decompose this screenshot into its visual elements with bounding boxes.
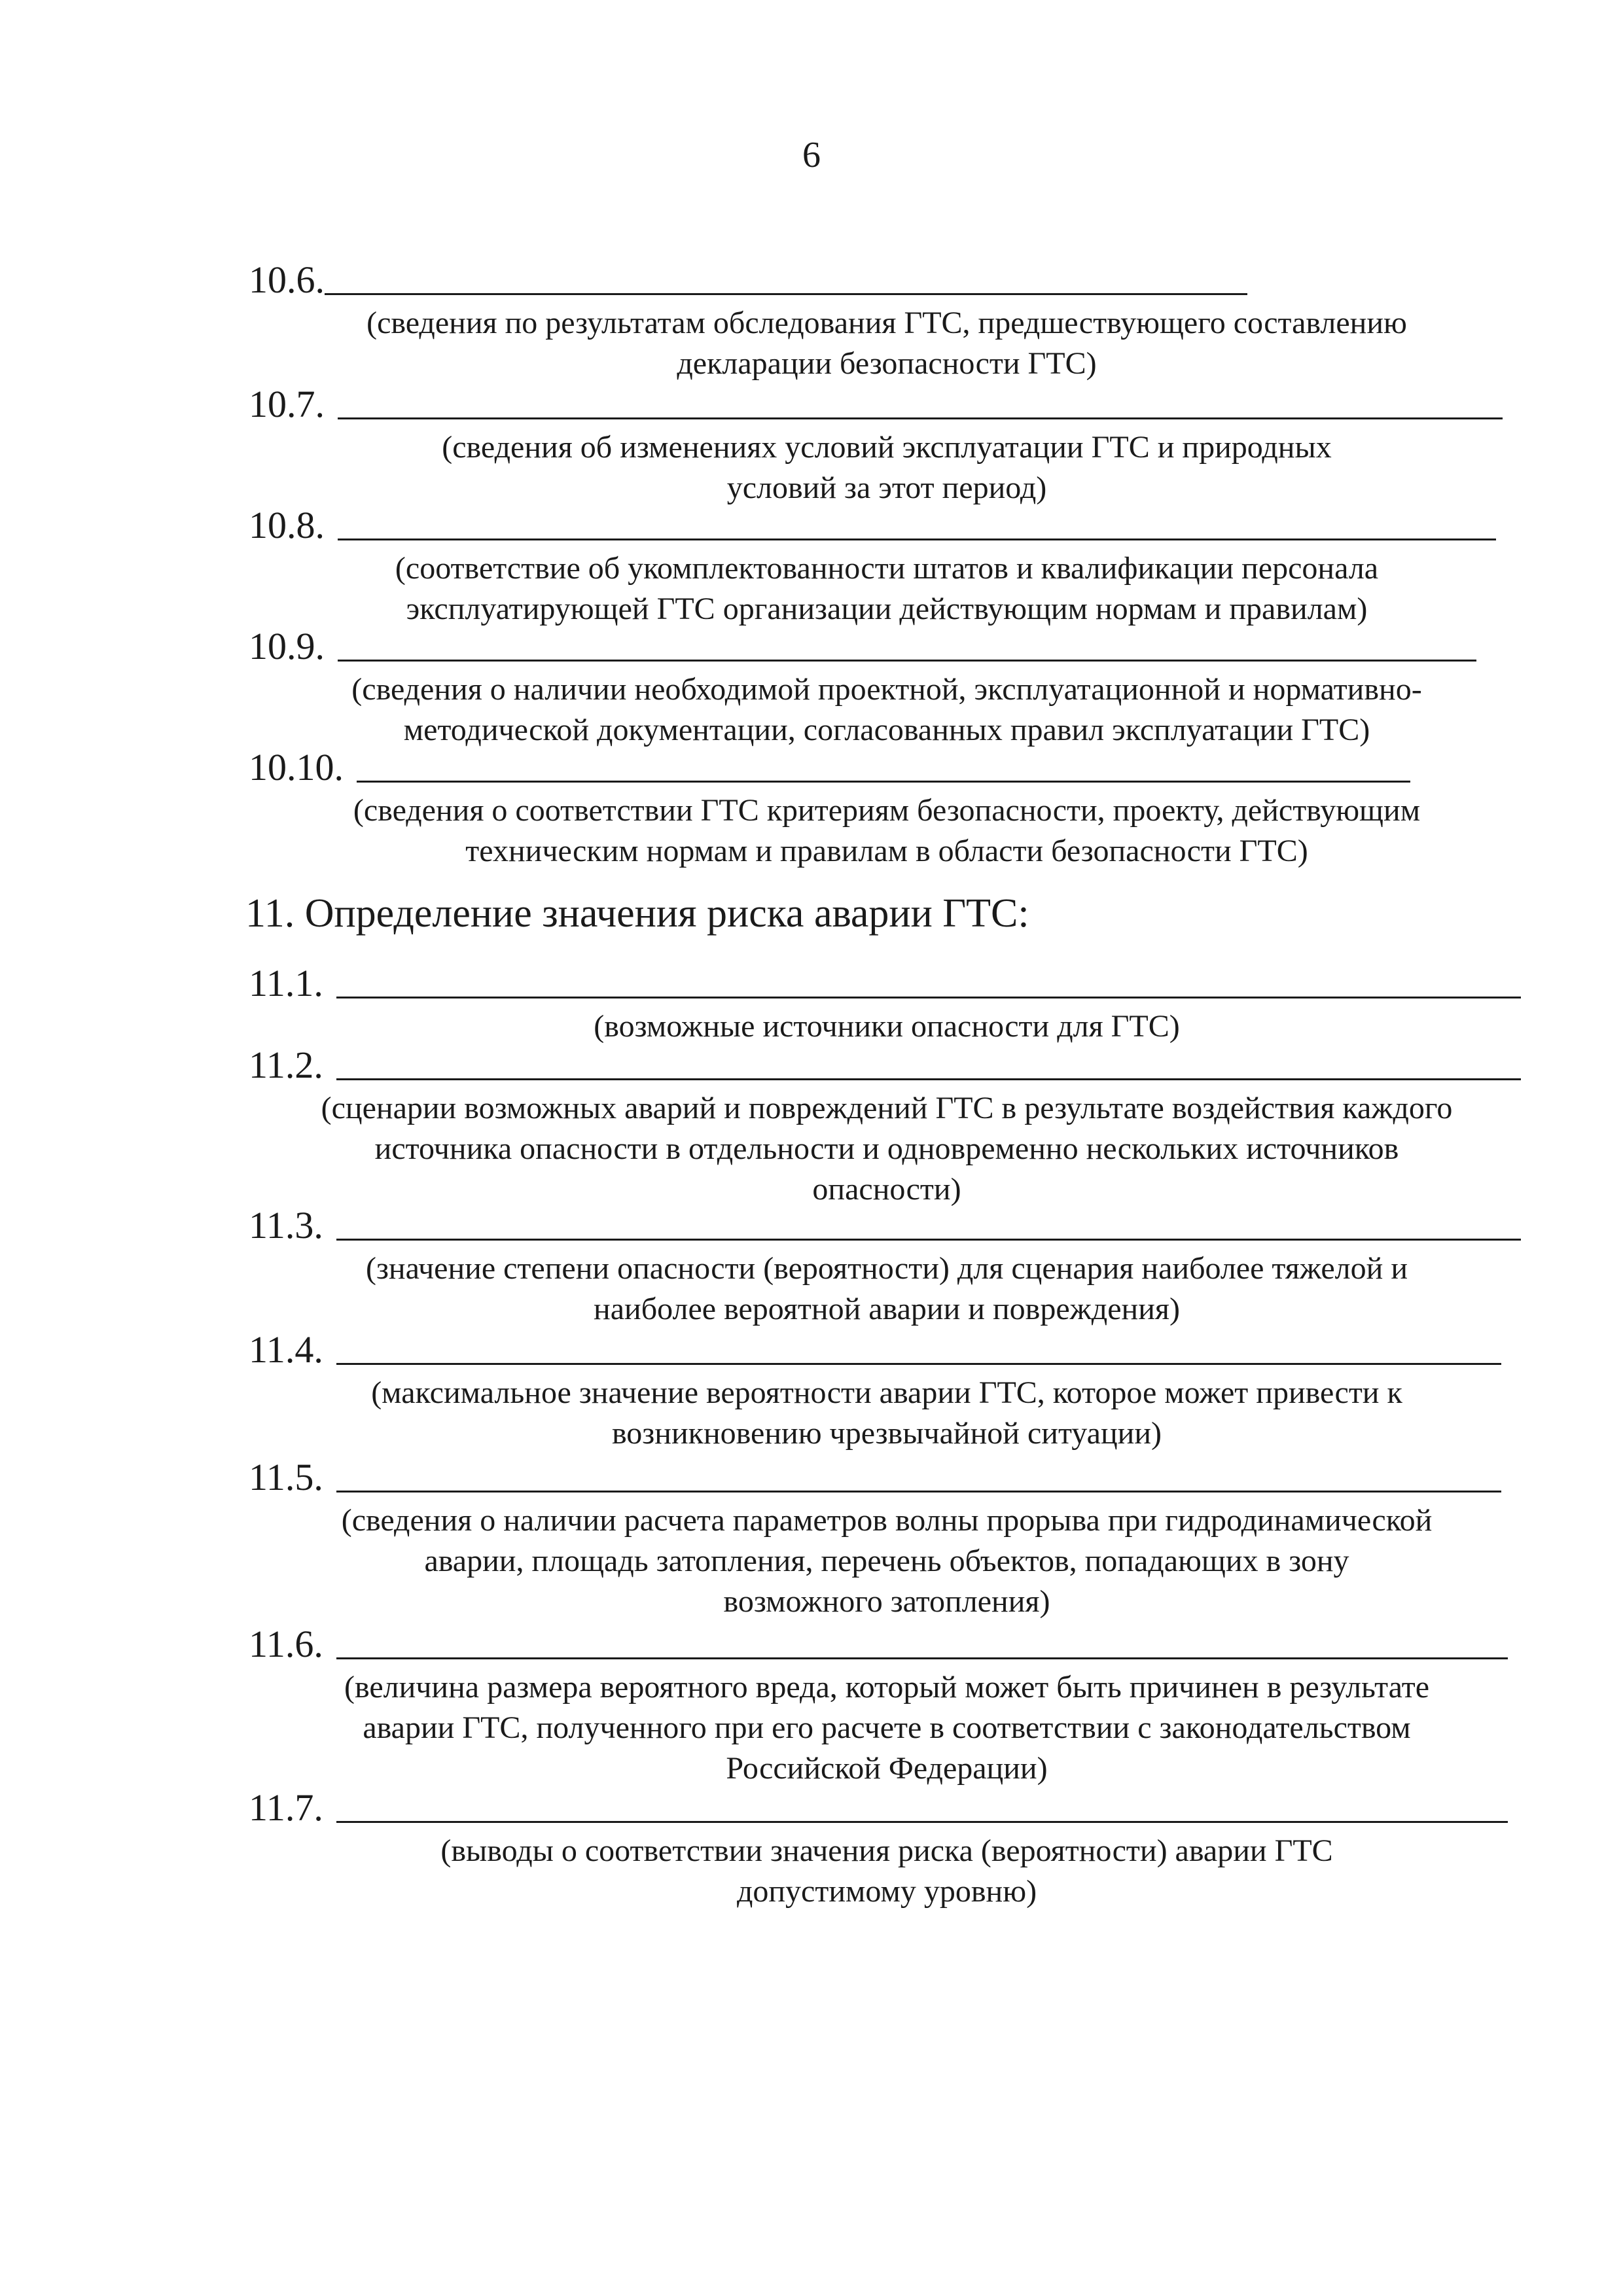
entry-caption	[249, 303, 1525, 384]
caption-line: (сведения по результатам обследования ГТС, предшествующего составлению	[366, 306, 1407, 340]
entry-label: 11.7.	[249, 1786, 323, 1829]
fill-in-line[interactable]	[338, 660, 1476, 662]
fill-in-line[interactable]	[336, 997, 1521, 998]
entry-caption	[249, 669, 1525, 751]
entry-11-3	[249, 1204, 1525, 1330]
fill-in-line[interactable]	[336, 1078, 1521, 1080]
caption-line: методической документации, согласованных правил эксплуатации ГТС)	[403, 713, 1370, 747]
caption-line: (сведения о наличии необходимой проектной, эксплуатационной и нормативно-	[351, 672, 1422, 707]
caption-line: декларации безопасности ГТС)	[677, 346, 1097, 381]
caption-line: техническим нормам и правилам в области безопасности ГТС)	[465, 834, 1308, 868]
caption-line: аварии, площадь затопления, перечень объектов, попадающих в зону	[424, 1544, 1349, 1578]
entry-11-4	[249, 1328, 1525, 1454]
entry-11-2	[249, 1044, 1525, 1210]
entry-10-9	[249, 625, 1525, 751]
caption-line: наиболее вероятной аварии и повреждения)	[594, 1292, 1180, 1326]
fill-in-line[interactable]	[336, 1657, 1508, 1659]
fill-in-line[interactable]	[336, 1491, 1501, 1492]
entry-caption	[249, 1006, 1525, 1047]
caption-line: (выводы о соответствии значения риска (вероятности) аварии ГТС	[440, 1833, 1333, 1868]
entry-10-6	[249, 258, 1525, 384]
caption-line: аварии ГТС, полученного при его расчете в соответствии с законодательством	[363, 1710, 1411, 1745]
entry-label: 10.9.	[249, 625, 325, 667]
entry-caption	[249, 548, 1525, 629]
entry-label: 11.1.	[249, 962, 323, 1004]
entry-caption	[249, 1248, 1525, 1330]
caption-line: (сведения о наличии расчета параметров волны прорыва при гидродинамической	[341, 1503, 1433, 1538]
section-heading: 11. Определение значения риска аварии ГТС:	[245, 891, 1029, 936]
caption-line: (максимальное значение вероятности аварии ГТС, которое может привести к	[371, 1375, 1402, 1410]
fill-in-line[interactable]	[336, 1821, 1508, 1823]
entry-label: 10.7.	[249, 383, 325, 425]
page-number: 6	[802, 135, 821, 175]
entry-label: 11.6.	[249, 1623, 323, 1665]
caption-line: (возможные источники опасности для ГТС)	[594, 1009, 1180, 1044]
entry-caption	[249, 1831, 1525, 1912]
entry-label: 10.6.	[249, 258, 325, 301]
caption-line: (величина размера вероятного вреда, который может быть причинен в результате	[344, 1670, 1430, 1704]
entry-label: 11.3.	[249, 1204, 323, 1246]
entry-caption	[249, 790, 1525, 872]
entry-label: 10.10.	[249, 746, 344, 788]
fill-in-line[interactable]	[338, 539, 1496, 540]
caption-line: (сведения об изменениях условий эксплуатации ГТС и природных	[442, 430, 1332, 465]
caption-line: возможного затопления)	[723, 1584, 1050, 1619]
entry-label: 11.5.	[249, 1456, 323, 1498]
entry-label: 11.4.	[249, 1328, 323, 1371]
entry-caption	[249, 1373, 1525, 1454]
entry-10-10	[249, 746, 1525, 872]
caption-line: Российской Федерации)	[726, 1751, 1048, 1786]
caption-line: допустимому уровню)	[736, 1874, 1037, 1909]
fill-in-line[interactable]	[336, 1239, 1521, 1241]
entry-10-7	[249, 383, 1525, 508]
caption-line: (значение степени опасности (вероятности) для сценария наиболее тяжелой и	[365, 1251, 1408, 1286]
entry-10-8	[249, 504, 1525, 629]
caption-line: (соответствие об укомплектованности штатов и квалификации персонала	[395, 551, 1379, 586]
entry-caption	[249, 427, 1525, 508]
entry-label: 11.2.	[249, 1044, 323, 1086]
caption-line: возникновению чрезвычайной ситуации)	[611, 1416, 1162, 1451]
caption-line: эксплуатирующей ГТС организации действующим нормам и правилам)	[406, 592, 1368, 626]
entry-11-1	[249, 962, 1525, 1047]
entry-11-6	[249, 1623, 1525, 1789]
fill-in-line[interactable]	[357, 781, 1410, 783]
fill-in-line[interactable]	[338, 417, 1503, 419]
entry-caption	[249, 1500, 1525, 1622]
entry-11-5	[249, 1456, 1525, 1622]
caption-line: (сведения о соответствии ГТС критериям безопасности, проекту, действующим	[353, 793, 1421, 828]
caption-line: условий за этот период)	[726, 470, 1047, 505]
entry-caption	[249, 1667, 1525, 1789]
caption-line: опасности)	[812, 1172, 961, 1207]
caption-line: источника опасности в отдельности и одновременно нескольких источников	[374, 1131, 1399, 1166]
entry-11-7	[249, 1786, 1525, 1912]
caption-line: (сценарии возможных аварий и повреждений ГТС в результате воздействия каждого	[321, 1091, 1453, 1125]
fill-in-line[interactable]	[336, 1363, 1501, 1365]
entry-caption	[249, 1088, 1525, 1210]
entry-label: 10.8.	[249, 504, 325, 546]
fill-in-line[interactable]	[325, 293, 1247, 295]
